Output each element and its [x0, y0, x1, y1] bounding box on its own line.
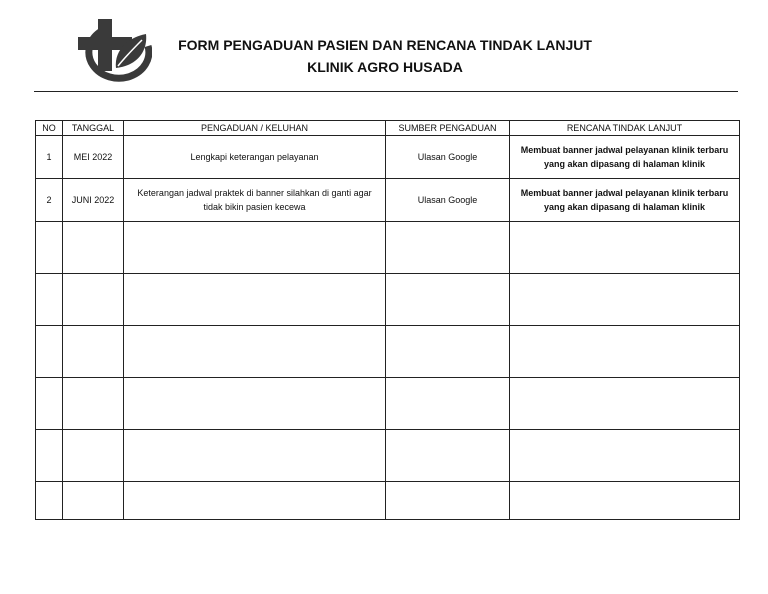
form-title: FORM PENGADUAN PASIEN DAN RENCANA TINDAK LANJUT	[178, 37, 592, 53]
cell-tanggal: JUNI 2022	[63, 179, 124, 222]
empty-cell	[63, 326, 124, 378]
column-header-sumber: SUMBER PENGADUAN	[386, 121, 510, 136]
complaint-table	[35, 120, 740, 520]
cell-tanggal: MEI 2022	[63, 136, 124, 179]
empty-cell	[510, 274, 740, 326]
table-header-row	[36, 121, 740, 136]
empty-cell	[63, 482, 124, 520]
empty-cell	[124, 430, 386, 482]
empty-cell	[36, 274, 63, 326]
cell-pengaduan: Keterangan jadwal praktek di banner silahkan di ganti agar tidak bikin pasien kecewa	[124, 179, 386, 222]
empty-cell	[386, 274, 510, 326]
column-header-no: NO	[36, 121, 63, 136]
empty-cell	[124, 222, 386, 274]
empty-cell	[386, 378, 510, 430]
empty-cell	[36, 482, 63, 520]
empty-cell	[63, 378, 124, 430]
empty-cell	[63, 274, 124, 326]
medical-cross-leaf-logo-icon	[78, 16, 152, 84]
empty-cell	[510, 222, 740, 274]
empty-row	[36, 430, 740, 482]
empty-cell	[510, 430, 740, 482]
cell-pengaduan: Lengkapi keterangan pelayanan	[124, 136, 386, 179]
empty-cell	[510, 326, 740, 378]
table-row	[36, 179, 740, 222]
header-divider	[34, 91, 738, 92]
empty-cell	[386, 430, 510, 482]
empty-cell	[510, 482, 740, 520]
cell-no: 1	[36, 136, 63, 179]
empty-cell	[124, 274, 386, 326]
empty-cell	[386, 482, 510, 520]
empty-cell	[510, 378, 740, 430]
empty-cell	[124, 482, 386, 520]
cell-sumber: Ulasan Google	[386, 136, 510, 179]
cell-sumber: Ulasan Google	[386, 179, 510, 222]
empty-cell	[386, 222, 510, 274]
cell-no: 2	[36, 179, 63, 222]
empty-cell	[124, 378, 386, 430]
clinic-name: KLINIK AGRO HUSADA	[307, 59, 463, 75]
column-header-pengaduan: PENGADUAN / KELUHAN	[124, 121, 386, 136]
table-row	[36, 136, 740, 179]
empty-cell	[36, 378, 63, 430]
empty-cell	[63, 430, 124, 482]
empty-row	[36, 222, 740, 274]
empty-cell	[63, 222, 124, 274]
empty-row	[36, 326, 740, 378]
column-header-rencana: RENCANA TINDAK LANJUT	[510, 121, 740, 136]
empty-cell	[36, 222, 63, 274]
empty-row	[36, 482, 740, 520]
cell-rencana: Membuat banner jadwal pelayanan klinik terbaru yang akan dipasang di halaman klinik	[510, 136, 740, 179]
empty-cell	[36, 430, 63, 482]
empty-cell	[386, 326, 510, 378]
empty-row	[36, 378, 740, 430]
column-header-tanggal: TANGGAL	[63, 121, 124, 136]
empty-row	[36, 274, 740, 326]
cell-rencana: Membuat banner jadwal pelayanan klinik terbaru yang akan dipasang di halaman klinik	[510, 179, 740, 222]
empty-cell	[36, 326, 63, 378]
empty-cell	[124, 326, 386, 378]
